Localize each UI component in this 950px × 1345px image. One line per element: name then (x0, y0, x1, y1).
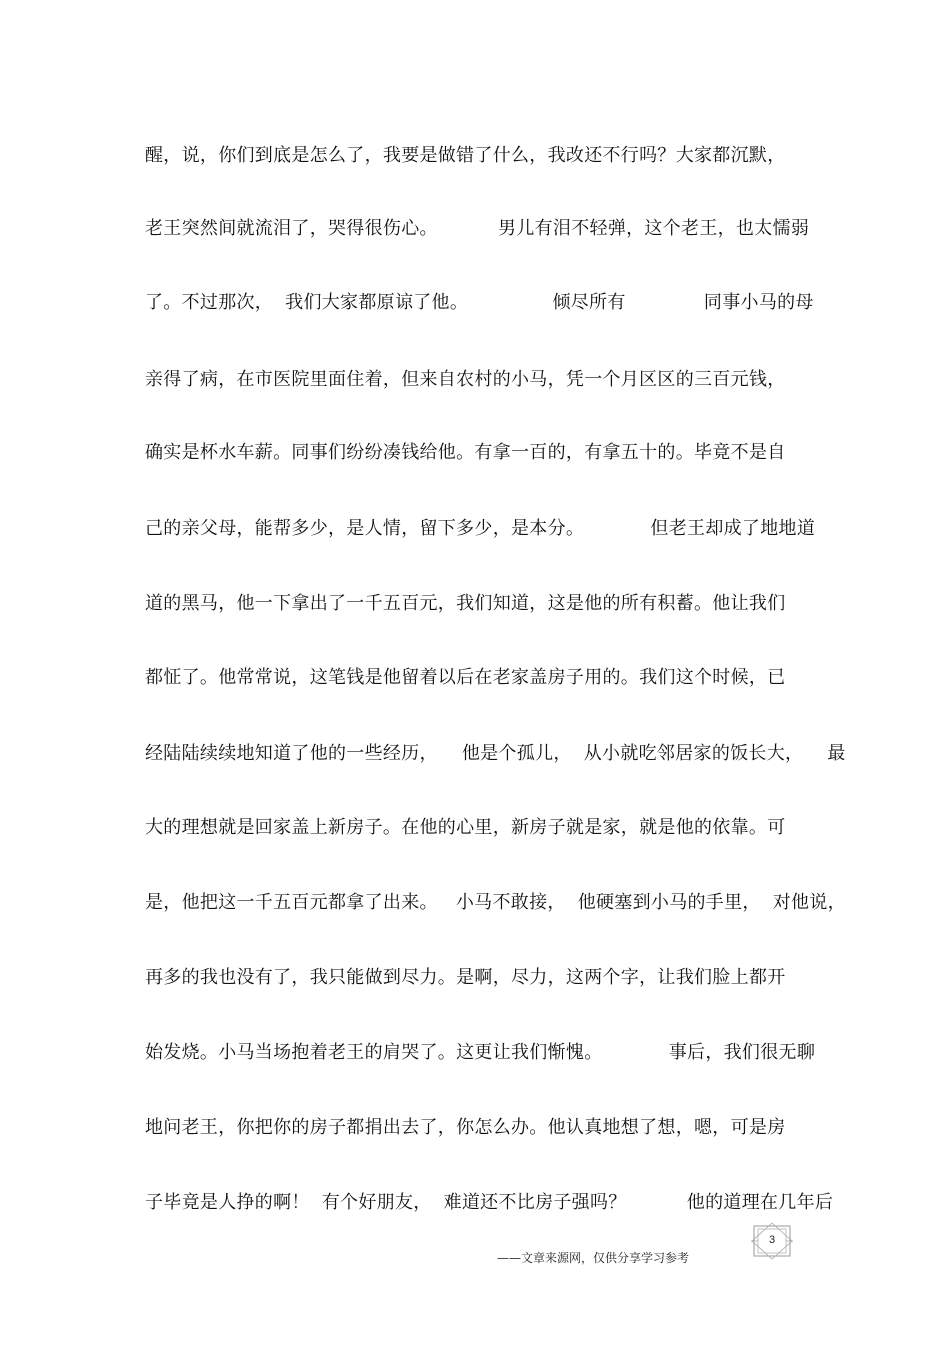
page-number-badge (749, 1222, 795, 1260)
body-text-line: 再多的我也没有了，我只能做到尽力。是啊，尽力，这两个字，让我们脸上都开 (145, 967, 786, 988)
body-text-line: 道的黑马，他一下拿出了一千五百元，我们知道，这是他的所有积蓄。他让我们 (145, 593, 786, 614)
body-text-line: 经陆陆续续地知道了他的一些经历， 他是个孤儿， 从小就吃邻居家的饭长大， 最 (145, 743, 846, 764)
body-text-line: 子毕竟是人挣的啊！ 有个好朋友， 难道还不比房子强吗？ 他的道理在几年后 (145, 1192, 834, 1213)
body-text-line: 了。不过那次， 我们大家都原谅了他。 倾尽所有 同事小马的母 (145, 292, 814, 313)
body-text-line: 确实是杯水车薪。同事们纷纷凑钱给他。有拿一百的，有拿五十的。毕竟不是自 (145, 442, 786, 463)
body-text-line: 亲得了病，在市医院里面住着，但来自农村的小马，凭一个月区区的三百元钱， (145, 369, 786, 390)
body-text-line: 大的理想就是回家盖上新房子。在他的心里，新房子就是家，就是他的依靠。可 (145, 817, 786, 838)
body-text-line: 老王突然间就流泪了，哭得很伤心。 男儿有泪不轻弹，这个老王，也太懦弱 (145, 218, 810, 239)
body-text-line: 始发烧。小马当场抱着老王的肩哭了。这更让我们惭愧。 事后，我们很无聊 (145, 1042, 816, 1063)
body-text-line: 地问老王，你把你的房子都捐出去了，你怎么办。他认真地想了想，嗯，可是房 (145, 1117, 786, 1138)
body-text-line: 是，他把这一千五百元都拿了出来。 小马不敢接， 他硬塞到小马的手里， 对他说， (145, 892, 846, 913)
source-note: ——文章来源网，仅供分享学习参考 (497, 1251, 690, 1265)
body-text-line: 己的亲父母，能帮多少，是人情，留下多少，是本分。 但老王却成了地地道 (145, 518, 816, 539)
body-text-line: 都怔了。他常常说，这笔钱是他留着以后在老家盖房子用的。我们这个时候，已 (145, 667, 786, 688)
body-text-line: 醒，说，你们到底是怎么了，我要是做错了什么，我改还不行吗？大家都沉默， (145, 145, 786, 166)
page-number: 3 (768, 1234, 776, 1246)
